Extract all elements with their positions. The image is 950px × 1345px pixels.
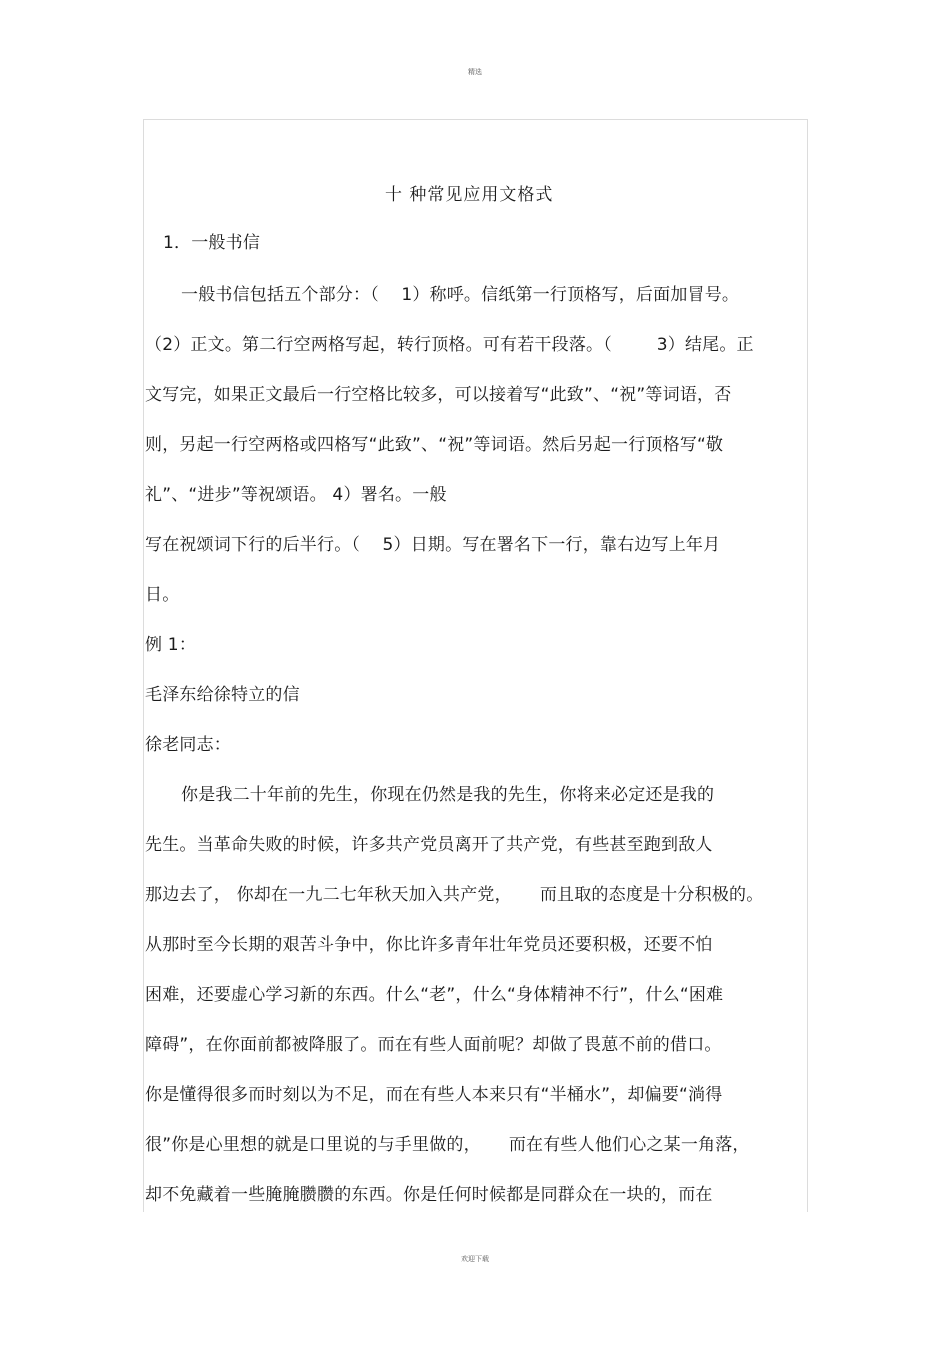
- letter-body-line: 障碍”，在你面前都被降服了。而在有些人面前呢？却做了畏葸不前的借口。: [145, 1035, 722, 1055]
- intro-line: 则，另起一行空两格或四格写“此致”、“祝”等词语。然后另起一行顶格写“敬: [145, 435, 724, 455]
- page-footer: 欢迎下载: [461, 1255, 489, 1263]
- letter-body-line: 先生。当革命失败的时候，许多共产党员离开了共产党，有些甚至跑到敌人: [145, 835, 713, 855]
- intro-line: 日。: [145, 585, 180, 605]
- letter-salutation: 徐老同志：: [145, 735, 231, 755]
- page-header: 精选: [468, 68, 482, 76]
- letter-body-line: 你是我二十年前的先生，你现在仍然是我的先生，你将来必定还是我的: [181, 785, 715, 805]
- letter-body-line: 困难，还要虚心学习新的东西。什么“老”，什么“身体精神不行”，什么“困难: [145, 985, 724, 1005]
- letter-body-line: 你是懂得很多而时刻以为不足，而在有些人本来只有“半桶水”，却偏要“淌得: [145, 1085, 723, 1105]
- intro-line: 文写完，如果正文最后一行空格比较多，可以接着写“此致”、“祝”等词语，否: [145, 385, 732, 405]
- letter-body-line: 那边去了， 你却在一九二七年秋天加入共产党， 而且取的态度是十分积极的。: [145, 885, 764, 905]
- intro-line: 礼”、“进步”等祝颂语。 4）署名。一般: [145, 485, 447, 505]
- letter-body-line: 却不免藏着一些腌腌臜臜的东西。你是任何时候都是同群众在一块的，而在: [145, 1185, 713, 1205]
- doc-title: 十 种常见应用文格式: [385, 185, 554, 205]
- letter-body-line: 从那时至今长期的艰苦斗争中，你比许多青年壮年党员还要积极，还要不怕: [145, 935, 713, 955]
- letter-body-line: 很”你是心里想的就是口里说的与手里做的， 而在有些人他们心之某一角落，: [145, 1135, 750, 1155]
- letter-title: 毛泽东给徐特立的信: [145, 685, 300, 705]
- section-heading: 1．一般书信: [163, 233, 261, 253]
- intro-line: （2）正文。第二行空两格写起，转行顶格。可有若干段落。（ 3）结尾。正: [145, 335, 754, 355]
- intro-line: 写在祝颂词下行的后半行。（ 5）日期。写在署名下一行，靠右边写上年月: [145, 535, 721, 555]
- intro-line: 一般书信包括五个部分：（ 1）称呼。信纸第一行顶格写，后面加冒号。: [181, 285, 740, 305]
- example-label: 例 1：: [145, 635, 197, 655]
